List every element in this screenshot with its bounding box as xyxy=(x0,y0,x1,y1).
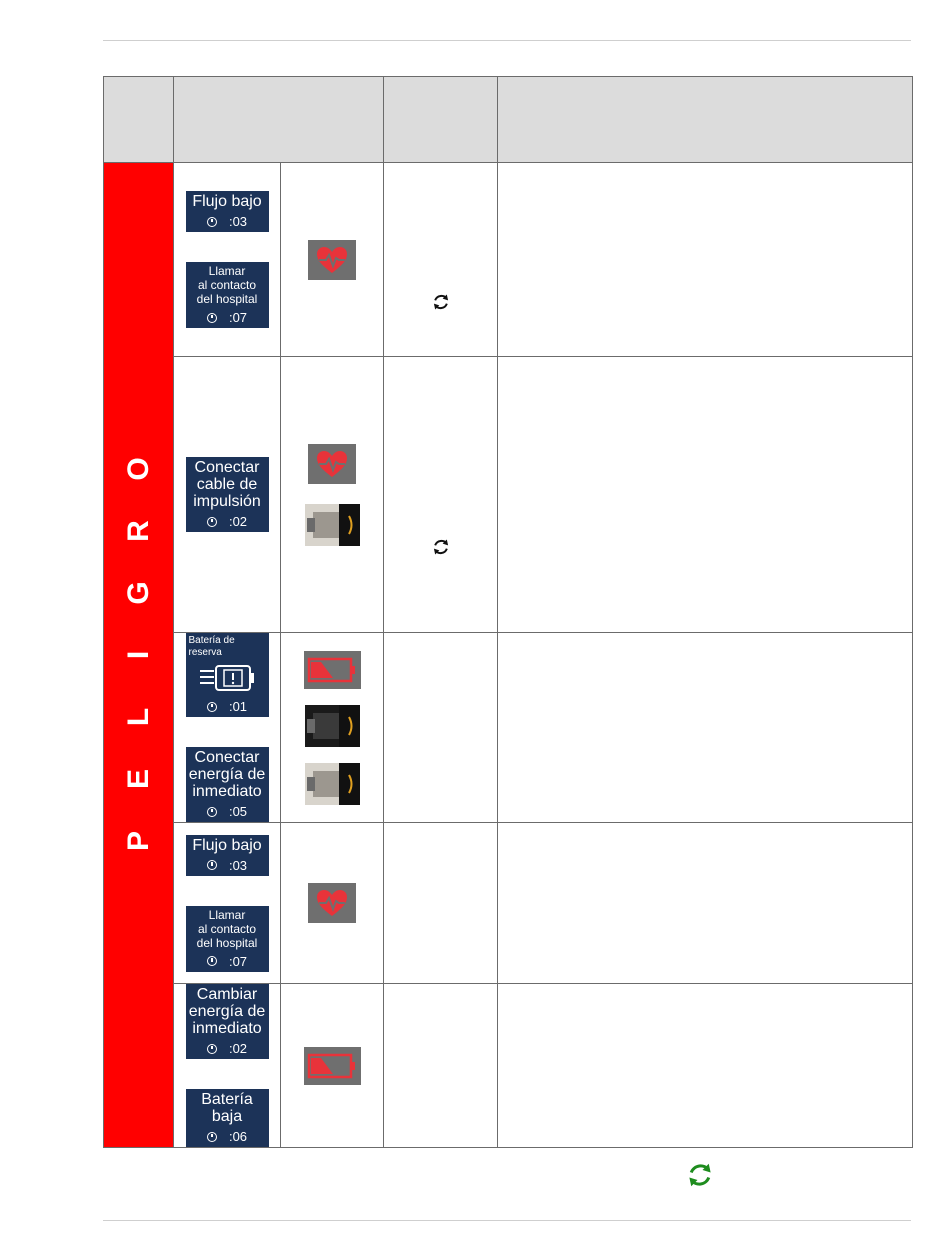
danger-band-letter: R xyxy=(121,520,155,542)
cable-connector-icon xyxy=(305,504,360,546)
alarm-screen xyxy=(186,747,269,822)
backup-battery-icon xyxy=(188,661,267,695)
timer-value: :02 xyxy=(228,514,248,529)
icon-cell xyxy=(281,357,384,633)
table-row xyxy=(104,984,913,1148)
alarm-message: Flujo bajo xyxy=(192,836,262,854)
screen-cell xyxy=(174,163,281,357)
clock-icon xyxy=(207,1132,217,1142)
sound-cell xyxy=(384,823,498,984)
alarm-message: Batería de reserva xyxy=(188,635,235,658)
clock-icon xyxy=(207,517,217,527)
cycle-icon xyxy=(431,292,451,317)
danger-band xyxy=(104,163,174,1148)
icon-cell xyxy=(281,163,384,357)
timer-value: :06 xyxy=(228,1129,248,1144)
screen-cell xyxy=(174,633,281,823)
power-connector-icon xyxy=(305,763,360,805)
description-cell xyxy=(498,633,913,823)
timer-value: :07 xyxy=(228,310,248,325)
alarm-message: Cambiar energía de inmediato xyxy=(188,986,266,1037)
alarm-timer xyxy=(188,699,267,714)
screen-cell xyxy=(174,984,281,1148)
alarm-timer xyxy=(188,804,267,819)
description-cell xyxy=(498,163,913,357)
danger-band-label xyxy=(104,452,173,858)
clock-icon xyxy=(207,807,217,817)
table-row xyxy=(104,633,913,823)
battery-low-icon xyxy=(304,1047,361,1085)
screen-cell xyxy=(174,357,281,633)
alarm-screen xyxy=(186,633,269,717)
alarm-timer xyxy=(188,954,267,969)
icon-cell xyxy=(281,823,384,984)
cycle-icon xyxy=(431,537,451,562)
danger-band-letter: G xyxy=(121,581,155,605)
header-row xyxy=(104,77,913,163)
table-row xyxy=(104,823,913,984)
clock-icon xyxy=(207,313,217,323)
alarm-timer xyxy=(188,1041,267,1056)
timer-value: :03 xyxy=(228,214,248,229)
header-cell-description xyxy=(498,77,913,163)
alarm-message: Batería baja xyxy=(201,1091,253,1125)
header-cell-screen xyxy=(174,77,384,163)
alarm-timer xyxy=(188,310,267,325)
alarm-screen xyxy=(186,906,269,972)
timer-value: :01 xyxy=(228,699,248,714)
danger-band-letter: E xyxy=(121,769,155,790)
alarm-message: Llamar al contacto del hospital xyxy=(196,264,258,306)
battery-low-icon xyxy=(304,651,361,689)
header-rule xyxy=(103,40,911,41)
alarm-screen xyxy=(186,191,269,232)
clock-icon xyxy=(207,956,217,966)
clock-icon xyxy=(207,1044,217,1054)
alarm-screen xyxy=(186,835,269,876)
alarm-screen xyxy=(186,1089,269,1147)
alarm-screen xyxy=(186,984,269,1059)
power-connector-icon xyxy=(305,705,360,747)
alarm-table xyxy=(103,76,913,1148)
footer-rule xyxy=(103,1220,911,1221)
clock-icon xyxy=(207,217,217,227)
alarm-message: Llamar al contacto del hospital xyxy=(196,907,258,950)
timer-value: :07 xyxy=(228,953,248,969)
danger-band-letter: L xyxy=(121,707,155,727)
sound-cell xyxy=(384,163,498,357)
sound-cell xyxy=(384,633,498,823)
alarm-screen xyxy=(186,457,269,532)
header-cell-sound xyxy=(384,77,498,163)
danger-band-letter: P xyxy=(121,831,155,852)
clock-icon xyxy=(207,860,217,870)
heart-icon xyxy=(308,883,356,923)
description-cell xyxy=(498,984,913,1148)
alarm-timer xyxy=(188,514,267,529)
alarm-timer xyxy=(188,1129,267,1144)
danger-band-letter: I xyxy=(121,650,155,660)
alarm-timer xyxy=(188,858,267,873)
alarm-message: Conectar energía de inmediato xyxy=(188,749,266,800)
sound-cell xyxy=(384,984,498,1148)
timer-value: :02 xyxy=(228,1041,248,1056)
table-row xyxy=(104,163,913,357)
screen-cell xyxy=(174,823,281,984)
icon-cell xyxy=(281,984,384,1148)
description-cell xyxy=(498,823,913,984)
danger-band-letter: O xyxy=(121,457,155,481)
header-cell-priority xyxy=(104,77,174,163)
heart-icon xyxy=(308,240,356,280)
cycle-green-icon xyxy=(685,1160,715,1190)
icon-cell xyxy=(281,633,384,823)
alarm-message: Flujo bajo xyxy=(192,193,262,210)
timer-value: :05 xyxy=(228,804,248,819)
clock-icon xyxy=(207,702,217,712)
table-row xyxy=(104,357,913,633)
heart-icon xyxy=(308,444,356,484)
alarm-timer xyxy=(188,214,267,229)
timer-value: :03 xyxy=(228,857,248,873)
alarm-screen xyxy=(186,262,269,328)
description-cell xyxy=(498,357,913,633)
sound-cell xyxy=(384,357,498,633)
alarm-message: Conectar cable de impulsión xyxy=(193,459,261,510)
